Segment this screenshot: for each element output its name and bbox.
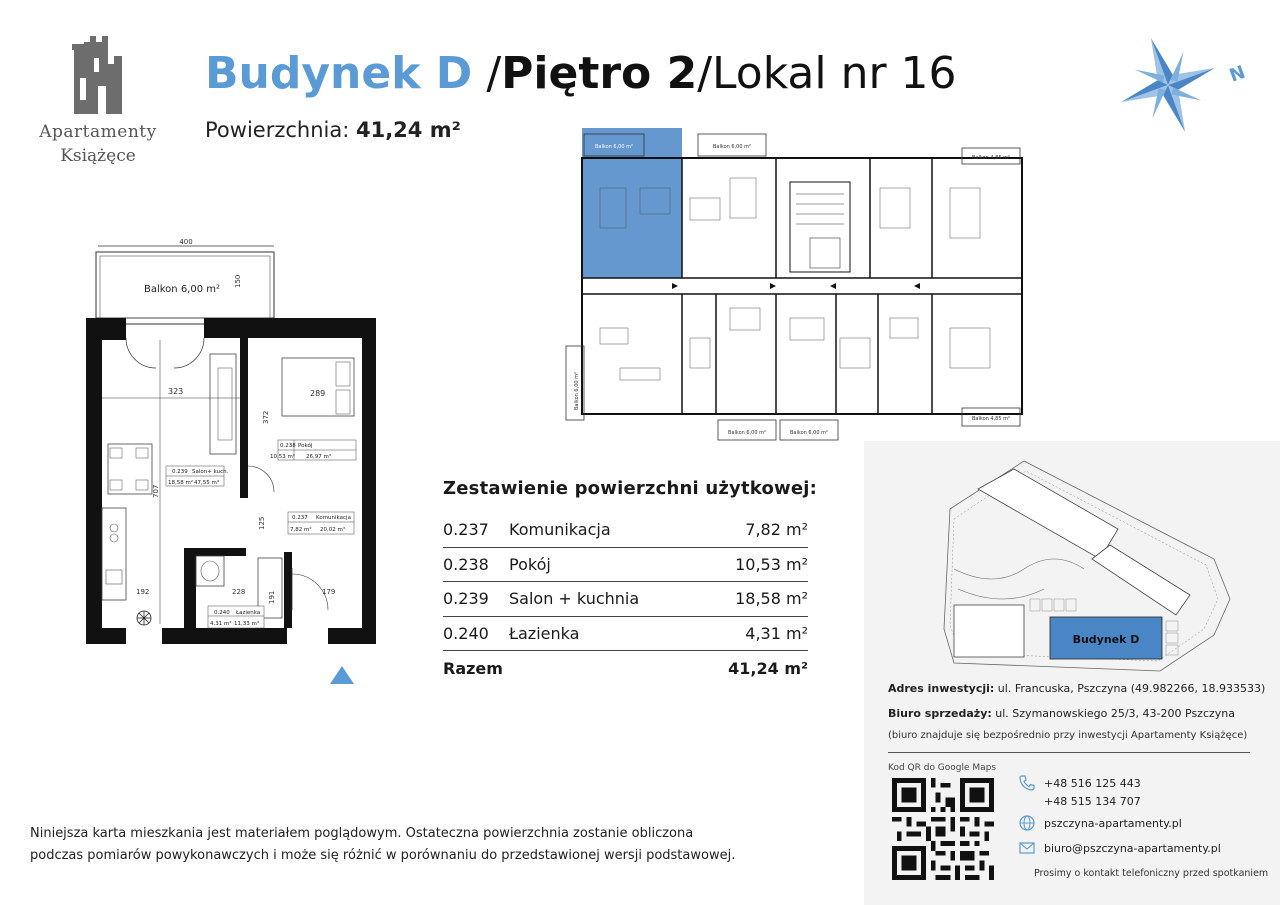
area-value: 41,24 m² [355,118,461,142]
room-laz-name: Łazienka [236,610,261,616]
summary-row-value: 4,31 m² [745,623,808,643]
summary-row-code: 0.240 [443,623,489,643]
address-label: Adres inwestycji: [888,682,995,695]
site-building-d-label: Budynek D [1072,633,1140,646]
entrance-marker-icon [330,666,354,684]
room-laz-volume: 11,33 m³ [234,621,260,627]
fp-balcony-top-left: Balkon 6,00 m² [594,144,634,150]
room-kom-area: 7,82 m² [290,527,312,533]
building-floor-plan [540,128,1030,446]
summary-row-name: Łazienka [509,623,580,643]
room-pokoj-area: 10,53 m² [270,454,296,460]
sales-office-value: ul. Szymanowskiego 25/3, 43-200 Pszczyna [991,707,1235,720]
summary-row-code: 0.238 [443,554,489,574]
phone-icon [1018,774,1036,792]
castle-icon [68,28,128,116]
site-map [914,449,1234,681]
dim-kitchen: 192 [136,588,150,596]
company-logo [28,28,168,173]
qr-label: Kod QR do Google Maps [888,763,997,773]
fp-balcony-bottom-left: Balkon 6,00 m² [727,430,767,436]
title-building: Budynek D [205,48,473,99]
ventilation-icon [137,611,151,625]
fp-balcony-top-mid: Balkon 6,00 m² [712,144,752,150]
dim-hall: 179 [322,588,336,596]
highlighted-unit [582,128,682,278]
sales-office [888,707,1235,720]
summary-row-name: Salon + kuchnia [509,589,640,609]
room-kom-name: Komunikacja [316,515,351,521]
globe-icon [1018,814,1036,832]
website-link[interactable]: pszczyna-apartamenty.pl [1044,816,1182,830]
logo-line2: Książęce [60,146,136,166]
room-kom-volume: 20,02 m³ [320,527,346,533]
summary-total-label: Razem [443,658,503,678]
compass-icon [1112,33,1252,143]
logo-line1: Apartamenty [39,122,157,142]
room-salon-area: 18,58 m² [168,480,194,486]
summary-row [443,513,808,548]
dim-balcony-depth: 150 [234,274,242,288]
sales-office-label: Biuro sprzedaży: [888,707,992,720]
room-pokoj-name: Pokój [298,443,313,449]
phone-1[interactable]: +48 516 125 443 [1044,776,1141,790]
area-summary [205,118,461,142]
dim-corridor: 125 [258,516,266,530]
fp-balcony-side: Balkon 6,00 m² [574,371,580,410]
unit-balcony-label: Balkon 6,00 m² [143,284,221,295]
summary-row-value: 7,82 m² [745,520,808,540]
dim-bath-depth: 191 [268,590,276,604]
room-laz-area: 4,31 m² [210,621,232,627]
sales-office-note: (biuro znajduje się bezpośrednio przy inwestycji Apartamenty Książęce) [888,730,1248,741]
summary-row [443,582,808,617]
area-summary-table [443,478,818,686]
unit-floor-plan [78,238,388,688]
room-pokoj-volume: 26,97 m³ [306,454,332,460]
summary-row [443,617,808,652]
mail-icon [1018,839,1036,857]
summary-row-value: 10,53 m² [735,554,808,574]
contact-footer-note: Prosimy o kontakt telefoniczny przed spotkaniem [1034,868,1269,879]
contact-email[interactable] [1018,839,1221,857]
room-salon-name: Salon+ kuch. [192,469,229,475]
fp-balcony-bottom-right: Balkon 4,85 m² [971,416,1011,422]
disclaimer-line2: podczas pomiarów powykonawczych i może się różnić w porównaniu do przedstawionej wersji podstawowej. [30,848,736,863]
page-title [205,46,957,102]
title-separator: / [486,48,502,99]
disclaimer-note [30,823,830,867]
divider [888,752,1250,753]
address-value: ul. Francuska, Pszczyna (49.982266, 18.933533) [994,682,1266,695]
summary-total-value: 41,24 m² [728,658,808,678]
fp-balcony-bottom-mid: Balkon 6,00 m² [789,430,829,436]
title-unit: Lokal nr 16 [712,48,957,99]
disclaimer-line1: Niniejsza karta mieszkania jest materiałem poglądowym. Ostateczna powierzchnia zostanie obliczona [30,826,694,841]
summary-row-code: 0.239 [443,589,489,609]
contact-phone[interactable] [1018,774,1141,792]
dim-bath-width: 228 [232,588,246,596]
dim-balcony-width: 400 [179,238,193,246]
summary-row-code: 0.237 [443,520,489,540]
room-pokoj-code: 0.238 [280,443,296,449]
room-kom-code: 0.237 [292,515,308,521]
dim-bedroom-depth: 372 [262,410,270,424]
compass-north-label: N [1226,61,1249,87]
dim-bedroom-width: 289 [310,389,326,398]
summary-total-row [443,651,808,686]
dim-living-width: 323 [168,387,184,396]
title-floor: Piętro 2 [501,48,698,99]
room-laz-code: 0.240 [214,610,230,616]
info-panel [864,441,1280,905]
investment-address [888,682,1265,695]
contact-website[interactable] [1018,814,1182,832]
summary-row-name: Komunikacja [509,520,611,540]
room-salon-code: 0.239 [172,469,188,475]
summary-title: Zestawienie powierzchni użytkowej: [443,478,818,499]
dim-living-depth: 707 [152,484,160,498]
summary-row-value: 18,58 m² [735,589,808,609]
title-separator: / [697,48,713,99]
email-link[interactable]: biuro@pszczyna-apartamenty.pl [1044,841,1221,855]
summary-row-name: Pokój [509,554,551,574]
qr-code[interactable] [892,778,994,880]
room-salon-volume: 47,55 m³ [194,480,220,486]
area-label: Powierzchnia: [205,118,356,142]
fp-balcony-top-right: Balkon 4,85 m² [971,155,1011,161]
summary-row [443,548,808,583]
phone-2[interactable]: +48 515 134 707 [1044,795,1141,808]
